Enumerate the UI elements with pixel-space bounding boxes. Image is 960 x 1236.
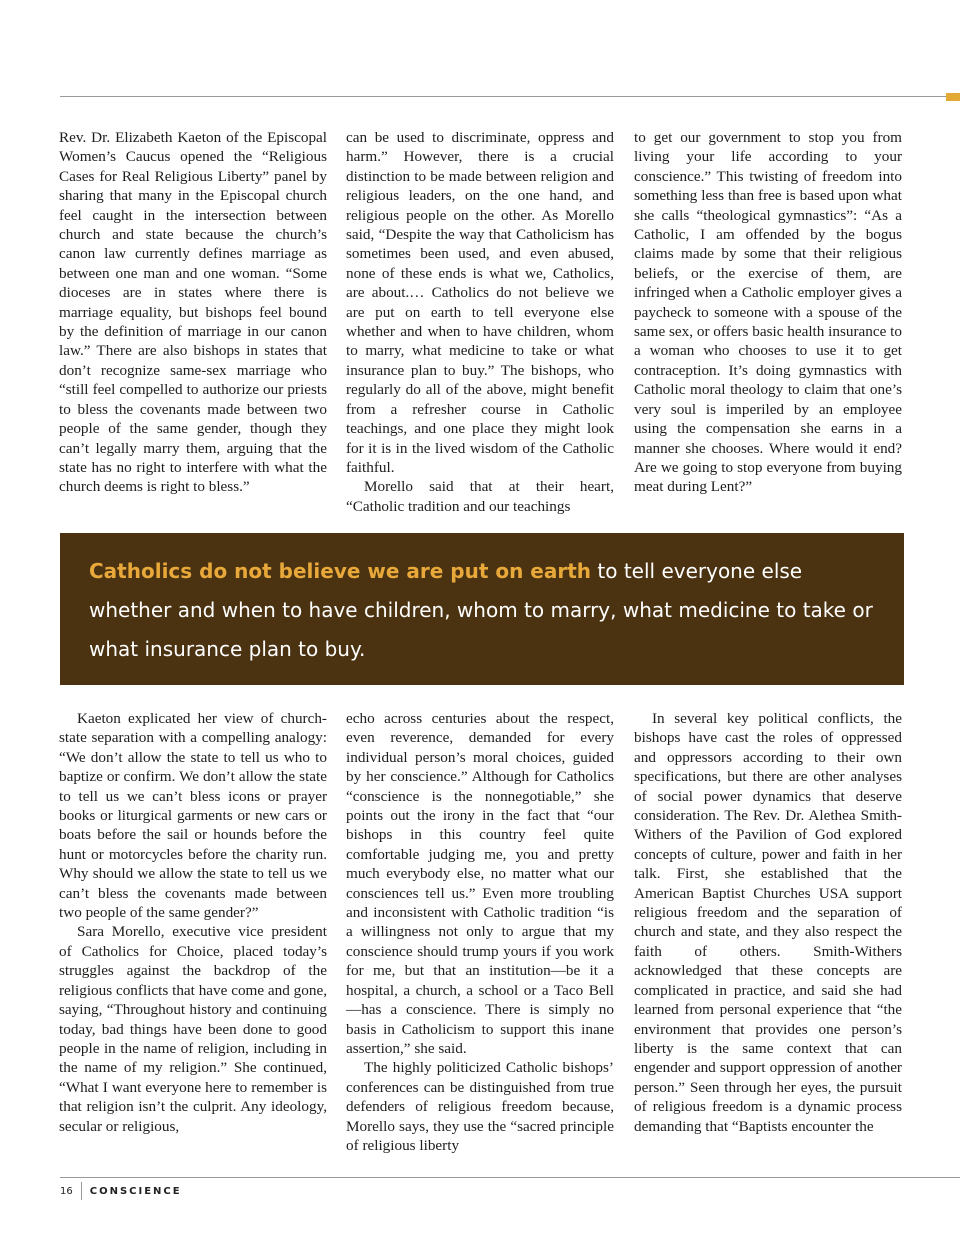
paragraph: Sara Morello, executive vice president of Catholics for Choice, placed today’s struggles against the backdrop of the religious conflicts that have come and gone, saying, “Throughout history and continuing today, bad things have been done to good people in the name of religion, including in the name of my religion.” She continued, “What I want everyone here to remember is that religion isn’t the culprit. Any ideology, secular or religious,	[59, 923, 327, 1135]
lower-column-2	[346, 709, 614, 1155]
page-number: 16	[60, 1185, 73, 1197]
pull-quote	[60, 533, 904, 685]
paragraph: Kaeton explicated her view of church-state separation with a compelling analogy: “We don’t allow the state to tell us who to baptize or confirm. We don’t allow the state to tell us we can’t bless icons or prayer books or liturgical garments or new cars or boats before the sail or hounds before the hunt or motorcycles before the charity run. Why should we allow the state to tell us we can’t bless the covenants made between two people of the same gender?”	[59, 710, 327, 922]
lower-column-1	[59, 709, 327, 1136]
magazine-name: CONSCIENCE	[89, 1185, 182, 1197]
paragraph: In several key political conflicts, the bishops have cast the roles of oppressed and oppressors according to their own specifications, but there are other analyses of social power dynamics that deserve consideration. The Rev. Dr. Alethea Smith-Withers of the Pavilion of God explored concepts of culture, power and faith in her talk. First, she established that the American Baptist Churches USA support religious freedom and the separation of church and state, and they also respect the faith of others. Smith-Withers acknowledged that these concepts are complicated in practice, and said she had learned from personal experience that “the environment that provides one person’s liberty is the same context that can engender and support oppression of another person.” Seen through her eyes, the pursuit of religious freedom is a dynamic process demanding that “Baptists encounter the	[634, 710, 902, 1135]
footer-rule	[60, 1177, 960, 1178]
header-rule	[60, 96, 960, 97]
paragraph: can be used to discriminate, oppress and harm.” However, there is a crucial distinction to be made between religion and religious leaders, on the one hand, and religious people on the other. As Morello said, “Despite the way that Catholicism has sometimes been used, and even abused, none of these ends is what we, Catholics, are about.… Catholics do not believe we are put on earth to tell everyone else whether and when to have children, whom to marry, what medicine to take or what insurance plan to buy.” The bishops, who regularly do all of the above, might benefit from a refresher course in Catholic teachings, and one place they might look for it is in the lived wisdom of the Catholic faithful.	[346, 129, 614, 476]
paragraph: Morello said that at their heart, “Catholic tradition and our teachings	[346, 478, 614, 515]
header-accent-tab	[946, 93, 960, 101]
page-footer	[60, 1182, 182, 1200]
pull-quote-highlight: Catholics do not believe we are put on earth	[89, 559, 592, 583]
footer-divider	[81, 1182, 82, 1200]
paragraph: to get our government to stop you from living your life according to your conscience.” This twisting of freedom into something less than free is based upon what she calls “theological gymnastics”: “As a Catholic, I am offended by the bogus claims made by some that their religious beliefs, or the exercise of them, are infringed when a Catholic employer gives a paycheck to someone with a spouse of the same sex, or offers basic health insurance to a woman who chooses to use it to get contraception. It’s doing gymnastics with Catholic moral theology to claim that one’s very soul is imperiled by an employee using the compensation she earns in a manner she chooses. Where would it end? Are we going to stop everyone from buying meat during Lent?”	[634, 129, 902, 496]
paragraph: Rev. Dr. Elizabeth Kaeton of the Episcopal Women’s Caucus opened the “Religious Cases for Real Religious Liberty” panel by sharing that many in the Episcopal church feel caught in the intersection between church and state because the church’s canon law currently defines marriage as between one man and one woman. “Some dioceses are in states where there is marriage equality, but bishops feel bound by the definition of marriage in our canon law.” There are also bishops in states that don’t recognize same-sex marriage who “still feel compelled to authorize our priests to bless the covenants made between two people of the same gender, though they can’t legally marry them, arguing that the state has no right to interfere with what the church deems is right to bless.”	[59, 129, 327, 496]
upper-column-3	[634, 128, 902, 497]
paragraph: echo across centuries about the respect, even reverence, demanded for every individual person’s moral choices, guided by her conscience.” Although for Catholics “conscience is the nonnegotiable,” she points out the irony in the fact that “our bishops in this country feel quite comfortable judging me, you and pretty much everybody else, no matter what our consciences tell us.” Even more troubling and inconsistent with Catholic tradition “is a willingness not only to argue that my conscience should trump yours if you work for me, but that an institution—be it a hospital, a church, a school or a Taco Bell—has a conscience. There is simply no basis in Catholicism to support this inane assertion,” she said.	[346, 710, 614, 1057]
upper-column-2	[346, 128, 614, 516]
upper-column-1	[59, 128, 327, 497]
paragraph: The highly politicized Catholic bishops’ conferences can be distinguished from true defenders of religious freedom because, Morello says, they use the “sacred principle of religious liberty	[346, 1059, 614, 1154]
lower-column-3	[634, 709, 902, 1136]
pull-quote-text: to tell everyone else whether and when to have children, whom to marry, what medicine to take or what insurance plan to buy.	[89, 559, 873, 661]
